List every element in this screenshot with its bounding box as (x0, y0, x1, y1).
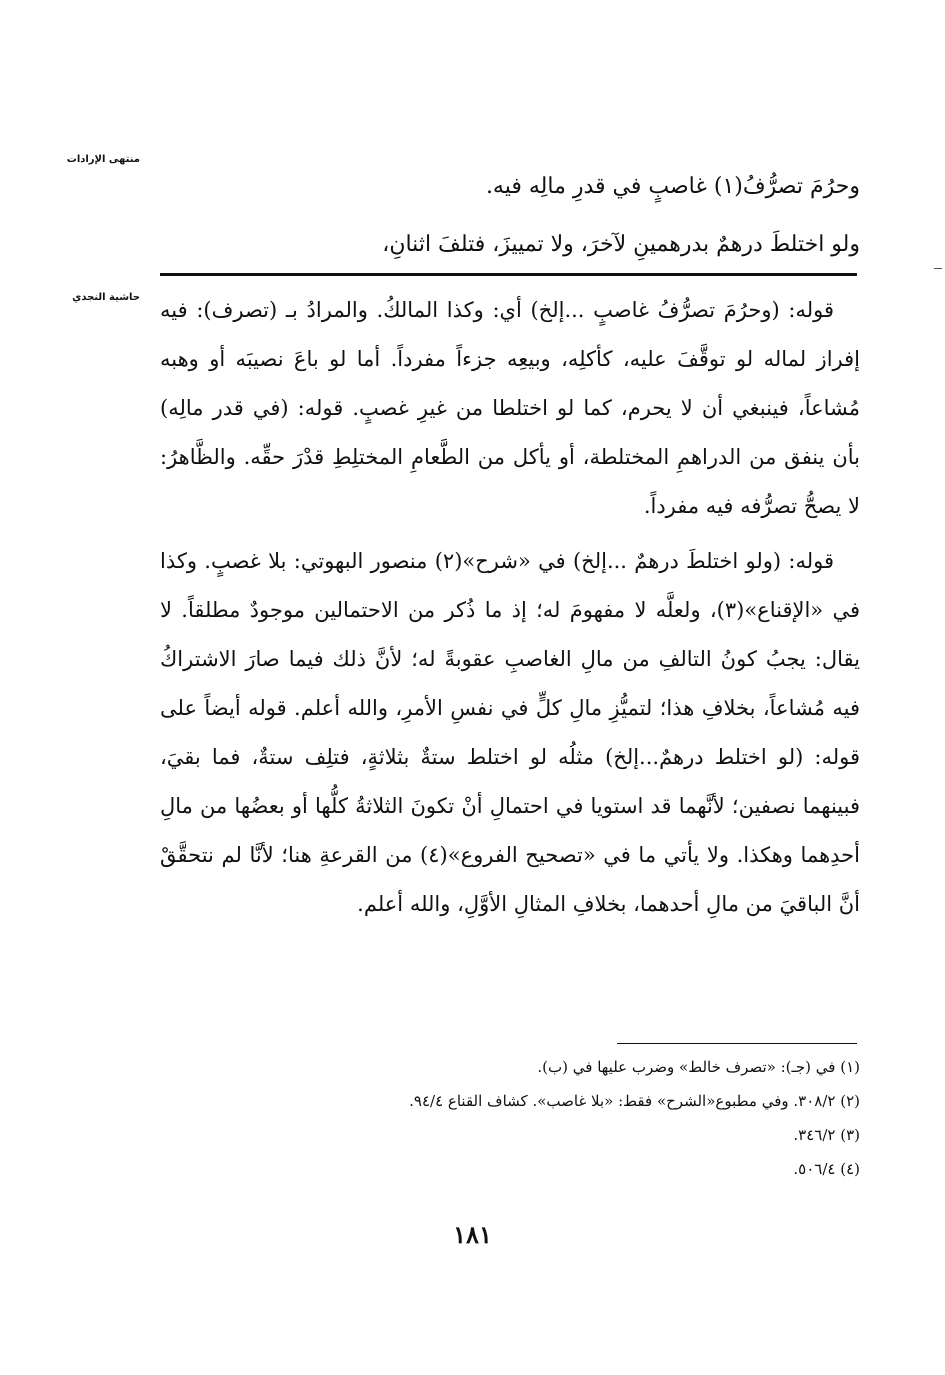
footnote-divider (617, 1043, 857, 1044)
matn-text (160, 158, 860, 274)
footnote: (٤) ٥٠٦/٤. (793, 1160, 860, 1178)
footnotes (160, 1050, 860, 1186)
hashiya-label: حاشية النجدي (72, 292, 140, 303)
edge-mark (934, 268, 942, 269)
footnote: (٣) ٣٤٦/٢. (793, 1126, 860, 1144)
running-title: منتهى الإرادات (66, 154, 140, 165)
matn-divider (160, 273, 857, 276)
commentary-paragraph: قوله: (وحرُمَ تصرُّفُ غاصبٍ ...إلخ) أي: وكذا المالكُ. والمرادُ بـ (تصرف): فيه إفراز لماله لو توقَّفَ عليه، كأكلِه، وبيعِه جزءاً مفرداً. أما لو باعَ نصيبَه أو وهبه مُشاعاً، فينبغي أن لا يحرم، كما لو اختلطا من غيرِ غصبٍ. قوله: (في قدر مالِه) بأن ينفق من الدراهمِ المختلطة، أو يأكل من الطَّعامِ المختلِطِ قدْرَ حقِّه. والظَّاهرُ: لا يصحُّ تصرُّفه فيه مفرداً. (160, 298, 860, 518)
page-number: ١٨١ (453, 1220, 492, 1249)
matn-line: وحرُمَ تصرُّفُ(١) غاصبٍ في قدرِ مالِه فيه. (485, 174, 860, 199)
commentary-paragraph: قوله: (ولو اختلطَ درهمٌ ...إلخ) في «شرح»(٢) منصور البهوتي: بلا غصبٍ. وكذا في «الإقناع»(٣)، ولعلَّه لا مفهومَ له؛ إذ ما ذُكر من الاحتمالين موجودٌ مطلقاً. لا يقال: يجبُ كونُ التالفِ من مالِ الغاصبِ عقوبةً له؛ لأنَّ ذلك فيما صارَ الاشتراكُ فيه مُشاعاً، بخلافِ هذا؛ لتميُّزِ مالِ كلٍّ في نفسِ الأمرِ، والله أعلم. قوله أيضاً على قوله: (لو اختلط درهمٌ...إلخ) مثلُه لو اختلط ستةٌ بثلاثةٍ، فتلِف ستةٌ، فما بقيَ، فبينهما نصفين؛ لأنَّهما قد استويا في احتمالِ أنْ تكونَ الثلاثةُ كلُّها أو بعضُها من مالِ أحدِهما وهكذا. ولا يأتي ما في «تصحيح الفروع»(٤) من القرعةِ هنا؛ لأنَّا لم نتحقَّقْ أنَّ الباقيَ من مالِ أحدهما، بخلافِ المثالِ الأوَّلِ، والله أعلم. (160, 549, 860, 916)
commentary-text (160, 286, 860, 929)
footnote: (١) في (جـ): «تصرف خالط» وضرب عليها في (ب). (537, 1058, 860, 1076)
footnote: (٢) ٣٠٨/٢. وفي مطبوع«الشرح» فقط: «بلا غاصب». كشاف القناع ٩٤/٤. (409, 1092, 860, 1110)
matn-line: ولو اختلطَ درهمٌ بدرهمينِ لآخرَ، ولا تمييزَ، فتلفَ اثنانِ، (382, 232, 860, 257)
